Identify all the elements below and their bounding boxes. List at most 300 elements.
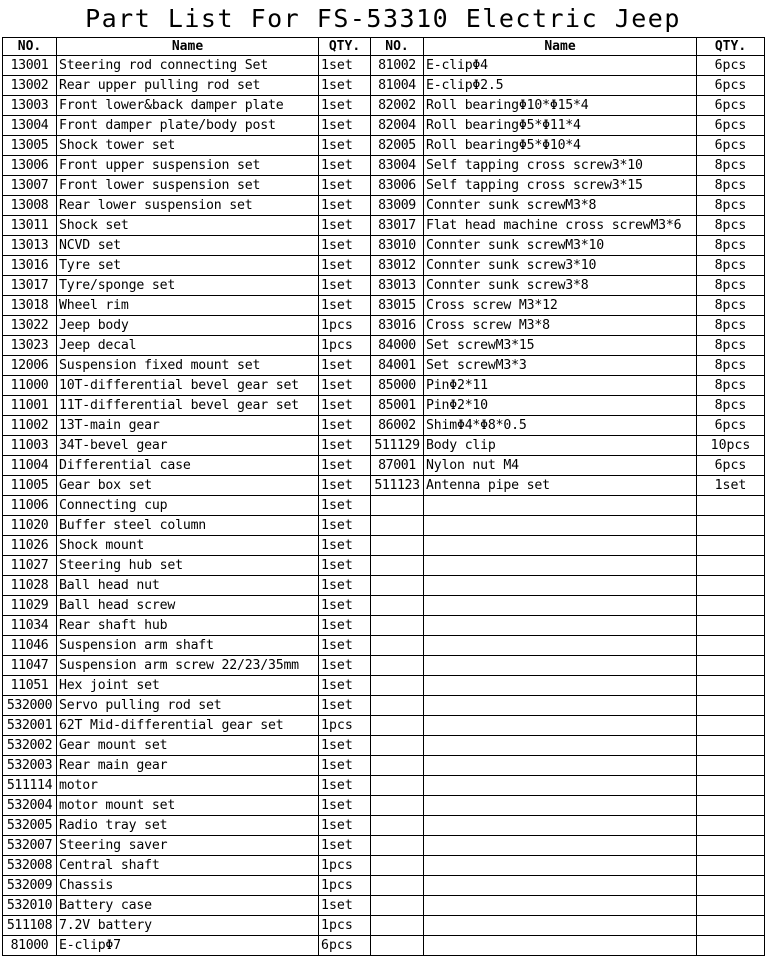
part-name-cell: Nylon nut M4	[424, 456, 697, 476]
part-qty-cell: 8pcs	[697, 176, 765, 196]
part-qty-cell: 1set	[319, 596, 371, 616]
part-name-cell: Suspension arm screw 22/23/35mm	[57, 656, 319, 676]
part-qty-cell: 1set	[697, 476, 765, 496]
part-name-cell: Gear mount set	[57, 736, 319, 756]
part-name-cell: Rear upper pulling rod set	[57, 76, 319, 96]
table-row	[3, 736, 765, 756]
part-number-cell: 11051	[3, 676, 57, 696]
part-number-cell: 532004	[3, 796, 57, 816]
part-qty-cell: 1set	[319, 536, 371, 556]
part-name-cell: Roll bearingΦ5*Φ10*4	[424, 136, 697, 156]
part-qty-cell	[697, 796, 765, 816]
part-qty-cell: 1set	[319, 296, 371, 316]
table-row	[3, 296, 765, 316]
table-row	[3, 436, 765, 456]
part-qty-cell: 1set	[319, 356, 371, 376]
part-number-cell	[371, 636, 424, 656]
table-row	[3, 56, 765, 76]
part-qty-cell: 1set	[319, 216, 371, 236]
part-number-cell: 82004	[371, 116, 424, 136]
part-qty-cell: 1set	[319, 556, 371, 576]
part-qty-cell	[697, 716, 765, 736]
part-name-cell: Rear lower suspension set	[57, 196, 319, 216]
part-number-cell: 11006	[3, 496, 57, 516]
part-number-cell	[371, 736, 424, 756]
part-number-cell: 11005	[3, 476, 57, 496]
part-number-cell: 11028	[3, 576, 57, 596]
part-qty-cell	[697, 736, 765, 756]
part-qty-cell	[697, 836, 765, 856]
part-name-cell: Radio tray set	[57, 816, 319, 836]
part-number-cell: 13013	[3, 236, 57, 256]
part-qty-cell: 6pcs	[697, 76, 765, 96]
part-qty-cell: 1set	[319, 116, 371, 136]
part-qty-cell	[697, 896, 765, 916]
part-name-cell: motor mount set	[57, 796, 319, 816]
part-name-cell: Ball head screw	[57, 596, 319, 616]
part-qty-cell: 6pcs	[697, 96, 765, 116]
part-qty-cell: 1pcs	[319, 336, 371, 356]
table-row	[3, 676, 765, 696]
part-number-cell: 11002	[3, 416, 57, 436]
part-number-cell: 13008	[3, 196, 57, 216]
part-name-cell	[424, 816, 697, 836]
part-qty-cell: 1set	[319, 176, 371, 196]
part-qty-cell: 1set	[319, 416, 371, 436]
part-qty-cell: 8pcs	[697, 216, 765, 236]
part-number-cell: 82005	[371, 136, 424, 156]
part-number-cell: 11020	[3, 516, 57, 536]
part-number-cell: 82002	[371, 96, 424, 116]
part-number-cell: 532008	[3, 856, 57, 876]
table-row	[3, 556, 765, 576]
table-row	[3, 696, 765, 716]
column-header-name-left: Name	[57, 38, 319, 56]
column-header-no-right: NO.	[371, 38, 424, 56]
part-name-cell: NCVD set	[57, 236, 319, 256]
part-name-cell: Roll bearingΦ10*Φ15*4	[424, 96, 697, 116]
part-name-cell	[424, 576, 697, 596]
part-name-cell: 62T Mid-differential gear set	[57, 716, 319, 736]
part-qty-cell	[697, 576, 765, 596]
part-qty-cell	[697, 776, 765, 796]
table-row	[3, 776, 765, 796]
part-name-cell: Connter sunk screwM3*10	[424, 236, 697, 256]
table-row	[3, 316, 765, 336]
table-row	[3, 96, 765, 116]
part-qty-cell: 1pcs	[319, 856, 371, 876]
part-name-cell: Tyre/sponge set	[57, 276, 319, 296]
part-qty-cell: 1set	[319, 96, 371, 116]
part-number-cell: 83017	[371, 216, 424, 236]
part-name-cell: Steering rod connecting Set	[57, 56, 319, 76]
table-row	[3, 176, 765, 196]
part-qty-cell	[697, 596, 765, 616]
part-name-cell: Cross screw M3*12	[424, 296, 697, 316]
part-number-cell: 83010	[371, 236, 424, 256]
part-number-cell: 532003	[3, 756, 57, 776]
part-name-cell	[424, 936, 697, 956]
part-name-cell: Roll bearingΦ5*Φ11*4	[424, 116, 697, 136]
part-number-cell	[371, 516, 424, 536]
part-number-cell: 13022	[3, 316, 57, 336]
table-row	[3, 596, 765, 616]
part-qty-cell	[697, 616, 765, 636]
part-name-cell: Steering saver	[57, 836, 319, 856]
part-qty-cell: 1set	[319, 56, 371, 76]
part-number-cell: 11003	[3, 436, 57, 456]
part-name-cell: Front lower suspension set	[57, 176, 319, 196]
part-name-cell: 7.2V battery	[57, 916, 319, 936]
part-name-cell: 34T-bevel gear	[57, 436, 319, 456]
table-row	[3, 636, 765, 656]
part-number-cell	[371, 756, 424, 776]
part-name-cell: Chassis	[57, 876, 319, 896]
part-name-cell: Battery case	[57, 896, 319, 916]
part-name-cell: Connter sunk screwM3*8	[424, 196, 697, 216]
part-qty-cell: 1set	[319, 276, 371, 296]
part-name-cell	[424, 536, 697, 556]
part-name-cell: Tyre set	[57, 256, 319, 276]
part-number-cell: 83009	[371, 196, 424, 216]
part-name-cell: Steering hub set	[57, 556, 319, 576]
column-header-qty-right: QTY.	[697, 38, 765, 56]
part-name-cell: Set screwM3*15	[424, 336, 697, 356]
part-number-cell: 532007	[3, 836, 57, 856]
part-qty-cell: 8pcs	[697, 236, 765, 256]
table-row	[3, 876, 765, 896]
part-name-cell: Jeep decal	[57, 336, 319, 356]
parts-table	[2, 37, 765, 956]
part-qty-cell: 8pcs	[697, 256, 765, 276]
part-name-cell: PinΦ2*10	[424, 396, 697, 416]
part-number-cell: 13002	[3, 76, 57, 96]
part-qty-cell	[697, 916, 765, 936]
table-row	[3, 336, 765, 356]
part-number-cell: 13023	[3, 336, 57, 356]
part-number-cell: 11034	[3, 616, 57, 636]
part-number-cell: 83006	[371, 176, 424, 196]
part-qty-cell: 6pcs	[319, 936, 371, 956]
part-number-cell: 11029	[3, 596, 57, 616]
column-header-no-left: NO.	[3, 38, 57, 56]
table-row	[3, 256, 765, 276]
part-qty-cell: 1set	[319, 256, 371, 276]
part-name-cell	[424, 736, 697, 756]
part-name-cell: 13T-main gear	[57, 416, 319, 436]
part-name-cell	[424, 776, 697, 796]
part-number-cell: 83004	[371, 156, 424, 176]
part-qty-cell: 1set	[319, 376, 371, 396]
part-number-cell	[371, 876, 424, 896]
part-name-cell	[424, 796, 697, 816]
part-number-cell: 83013	[371, 276, 424, 296]
part-qty-cell: 8pcs	[697, 316, 765, 336]
part-number-cell: 85000	[371, 376, 424, 396]
table-row	[3, 396, 765, 416]
table-row	[3, 536, 765, 556]
part-name-cell: Cross screw M3*8	[424, 316, 697, 336]
part-number-cell	[371, 896, 424, 916]
part-qty-cell	[697, 636, 765, 656]
table-row	[3, 896, 765, 916]
part-qty-cell	[697, 656, 765, 676]
part-name-cell	[424, 876, 697, 896]
table-row	[3, 916, 765, 936]
part-qty-cell: 1set	[319, 776, 371, 796]
part-name-cell: PinΦ2*11	[424, 376, 697, 396]
part-name-cell: Wheel rim	[57, 296, 319, 316]
part-name-cell: Front damper plate/body post	[57, 116, 319, 136]
table-row	[3, 236, 765, 256]
part-qty-cell: 1set	[319, 516, 371, 536]
part-name-cell	[424, 616, 697, 636]
part-name-cell: Ball head nut	[57, 576, 319, 596]
part-number-cell: 83016	[371, 316, 424, 336]
part-qty-cell: 1set	[319, 616, 371, 636]
part-number-cell	[371, 796, 424, 816]
part-name-cell: Connter sunk screw3*10	[424, 256, 697, 276]
part-name-cell: Rear main gear	[57, 756, 319, 776]
part-number-cell	[371, 556, 424, 576]
part-qty-cell: 1set	[319, 76, 371, 96]
part-number-cell: 83012	[371, 256, 424, 276]
part-number-cell: 81000	[3, 936, 57, 956]
table-row	[3, 196, 765, 216]
part-qty-cell: 6pcs	[697, 416, 765, 436]
part-qty-cell: 8pcs	[697, 336, 765, 356]
table-row	[3, 836, 765, 856]
part-number-cell: 13011	[3, 216, 57, 236]
part-number-cell: 83015	[371, 296, 424, 316]
part-number-cell: 511123	[371, 476, 424, 496]
part-qty-cell	[697, 696, 765, 716]
part-name-cell	[424, 656, 697, 676]
part-name-cell: Buffer steel column	[57, 516, 319, 536]
part-qty-cell: 8pcs	[697, 156, 765, 176]
part-qty-cell: 1set	[319, 436, 371, 456]
part-name-cell: ShimΦ4*Φ8*0.5	[424, 416, 697, 436]
part-qty-cell: 1set	[319, 796, 371, 816]
part-qty-cell: 1set	[319, 576, 371, 596]
part-number-cell: 11026	[3, 536, 57, 556]
table-row	[3, 856, 765, 876]
part-number-cell: 11004	[3, 456, 57, 476]
part-number-cell: 13004	[3, 116, 57, 136]
part-number-cell: 532002	[3, 736, 57, 756]
part-qty-cell: 1set	[319, 756, 371, 776]
table-header-row	[3, 38, 765, 56]
part-number-cell	[371, 856, 424, 876]
part-number-cell: 13017	[3, 276, 57, 296]
part-number-cell	[371, 936, 424, 956]
part-qty-cell: 1set	[319, 676, 371, 696]
table-row	[3, 376, 765, 396]
part-number-cell: 81002	[371, 56, 424, 76]
part-number-cell: 532009	[3, 876, 57, 896]
part-number-cell	[371, 816, 424, 836]
part-qty-cell: 1set	[319, 836, 371, 856]
part-name-cell: 11T-differential bevel gear set	[57, 396, 319, 416]
part-name-cell: Hex joint set	[57, 676, 319, 696]
part-number-cell	[371, 536, 424, 556]
part-qty-cell: 1pcs	[319, 316, 371, 336]
part-qty-cell: 8pcs	[697, 376, 765, 396]
part-number-cell: 13005	[3, 136, 57, 156]
part-number-cell	[371, 836, 424, 856]
part-name-cell: E-clipΦ4	[424, 56, 697, 76]
part-name-cell: Shock tower set	[57, 136, 319, 156]
part-qty-cell: 1set	[319, 896, 371, 916]
part-number-cell: 87001	[371, 456, 424, 476]
part-number-cell	[371, 916, 424, 936]
part-name-cell	[424, 516, 697, 536]
part-qty-cell: 1set	[319, 476, 371, 496]
part-qty-cell: 1set	[319, 496, 371, 516]
part-qty-cell: 1set	[319, 656, 371, 676]
part-number-cell	[371, 716, 424, 736]
part-number-cell: 81004	[371, 76, 424, 96]
part-qty-cell	[697, 676, 765, 696]
table-row	[3, 716, 765, 736]
part-name-cell: Central shaft	[57, 856, 319, 876]
part-qty-cell	[697, 536, 765, 556]
part-name-cell	[424, 496, 697, 516]
part-number-cell	[371, 616, 424, 636]
part-qty-cell: 1set	[319, 136, 371, 156]
part-name-cell: Servo pulling rod set	[57, 696, 319, 716]
table-row	[3, 156, 765, 176]
part-number-cell: 11001	[3, 396, 57, 416]
part-number-cell: 511129	[371, 436, 424, 456]
part-name-cell: Antenna pipe set	[424, 476, 697, 496]
part-qty-cell: 1set	[319, 156, 371, 176]
part-name-cell: Suspension arm shaft	[57, 636, 319, 656]
part-number-cell: 13016	[3, 256, 57, 276]
part-qty-cell: 6pcs	[697, 136, 765, 156]
part-name-cell	[424, 696, 697, 716]
part-number-cell: 13007	[3, 176, 57, 196]
table-row	[3, 116, 765, 136]
table-row	[3, 656, 765, 676]
part-number-cell	[371, 496, 424, 516]
table-row	[3, 476, 765, 496]
table-row	[3, 756, 765, 776]
part-qty-cell: 1pcs	[319, 716, 371, 736]
part-number-cell: 85001	[371, 396, 424, 416]
part-number-cell: 532000	[3, 696, 57, 716]
part-qty-cell	[697, 756, 765, 776]
table-row	[3, 616, 765, 636]
part-number-cell: 13006	[3, 156, 57, 176]
part-name-cell: Differential case	[57, 456, 319, 476]
part-qty-cell: 1set	[319, 456, 371, 476]
part-name-cell: Connecting cup	[57, 496, 319, 516]
part-name-cell	[424, 716, 697, 736]
part-number-cell: 532005	[3, 816, 57, 836]
part-qty-cell	[697, 936, 765, 956]
part-number-cell: 12006	[3, 356, 57, 376]
part-qty-cell: 8pcs	[697, 356, 765, 376]
part-qty-cell: 8pcs	[697, 196, 765, 216]
part-name-cell	[424, 676, 697, 696]
part-name-cell: motor	[57, 776, 319, 796]
part-name-cell: Rear shaft hub	[57, 616, 319, 636]
part-number-cell	[371, 576, 424, 596]
part-number-cell: 11000	[3, 376, 57, 396]
part-qty-cell: 6pcs	[697, 116, 765, 136]
part-qty-cell: 6pcs	[697, 456, 765, 476]
part-number-cell: 11046	[3, 636, 57, 656]
part-number-cell: 11027	[3, 556, 57, 576]
part-name-cell: E-clipΦ7	[57, 936, 319, 956]
table-row	[3, 356, 765, 376]
part-name-cell: Suspension fixed mount set	[57, 356, 319, 376]
part-name-cell: Gear box set	[57, 476, 319, 496]
part-number-cell: 84001	[371, 356, 424, 376]
part-name-cell: Front lower&back damper plate	[57, 96, 319, 116]
part-name-cell: Connter sunk screw3*8	[424, 276, 697, 296]
part-qty-cell	[697, 496, 765, 516]
part-number-cell	[371, 676, 424, 696]
column-header-qty-left: QTY.	[319, 38, 371, 56]
part-number-cell: 532010	[3, 896, 57, 916]
part-qty-cell: 1pcs	[319, 916, 371, 936]
part-number-cell	[371, 656, 424, 676]
table-row	[3, 936, 765, 956]
table-row	[3, 576, 765, 596]
column-header-name-right: Name	[424, 38, 697, 56]
part-number-cell: 13003	[3, 96, 57, 116]
part-qty-cell: 1pcs	[319, 876, 371, 896]
part-qty-cell: 1set	[319, 736, 371, 756]
part-qty-cell: 6pcs	[697, 56, 765, 76]
part-name-cell	[424, 596, 697, 616]
part-name-cell	[424, 556, 697, 576]
part-name-cell	[424, 856, 697, 876]
part-number-cell: 84000	[371, 336, 424, 356]
part-number-cell: 11047	[3, 656, 57, 676]
part-qty-cell: 1set	[319, 396, 371, 416]
part-name-cell	[424, 756, 697, 776]
part-number-cell: 13018	[3, 296, 57, 316]
part-name-cell	[424, 636, 697, 656]
part-qty-cell: 8pcs	[697, 276, 765, 296]
part-qty-cell: 10pcs	[697, 436, 765, 456]
part-qty-cell: 1set	[319, 636, 371, 656]
part-number-cell: 511114	[3, 776, 57, 796]
table-row	[3, 76, 765, 96]
part-number-cell: 511108	[3, 916, 57, 936]
part-number-cell	[371, 776, 424, 796]
page-title: Part List For FS-53310 Electric Jeep	[85, 4, 681, 33]
part-qty-cell: 8pcs	[697, 396, 765, 416]
table-row	[3, 816, 765, 836]
part-number-cell: 86002	[371, 416, 424, 436]
part-qty-cell	[697, 816, 765, 836]
part-qty-cell: 1set	[319, 816, 371, 836]
part-name-cell: Self tapping cross screw3*15	[424, 176, 697, 196]
part-qty-cell	[697, 856, 765, 876]
part-name-cell: Body clip	[424, 436, 697, 456]
part-name-cell: Flat head machine cross screwM3*6	[424, 216, 697, 236]
part-name-cell	[424, 836, 697, 856]
part-qty-cell	[697, 876, 765, 896]
part-number-cell: 13001	[3, 56, 57, 76]
part-number-cell	[371, 696, 424, 716]
part-name-cell: E-clipΦ2.5	[424, 76, 697, 96]
table-row	[3, 276, 765, 296]
